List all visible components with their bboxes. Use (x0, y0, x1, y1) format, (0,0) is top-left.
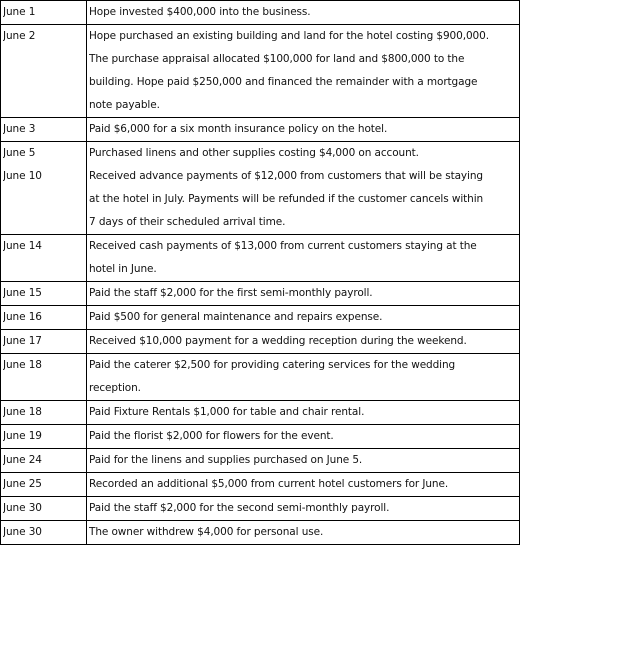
description-cell (87, 449, 520, 473)
date-cell (1, 425, 87, 449)
date-cell (1, 282, 87, 306)
description-cell (87, 497, 520, 521)
date-text: June 16 (3, 311, 42, 323)
date-text: June 18 (3, 359, 42, 371)
table-row (1, 497, 520, 521)
description-cell (87, 235, 520, 282)
description-line: Paid for the linens and supplies purchased on June 5. (89, 454, 363, 466)
table-row (1, 449, 520, 473)
table-row (1, 235, 520, 282)
description-line: reception. (89, 382, 141, 394)
description-line: Paid the staff $2,000 for the second semi-monthly payroll. (89, 502, 390, 514)
description-line: Purchased linens and other supplies costing $4,000 on account. (89, 147, 419, 159)
description-cell (87, 330, 520, 354)
date-cell (1, 521, 87, 545)
description-line: Paid $500 for general maintenance and repairs expense. (89, 311, 383, 323)
description-line: Paid Fixture Rentals $1,000 for table and chair rental. (89, 406, 365, 418)
date-text: June 3 (3, 123, 36, 135)
date-text: June 2 (3, 30, 36, 42)
description-line: Paid the caterer $2,500 for providing catering services for the wedding (89, 359, 456, 371)
description-line: Received cash payments of $13,000 from current customers staying at the (89, 240, 477, 252)
description-line: The purchase appraisal allocated $100,000 for land and $800,000 to the (89, 53, 465, 65)
date-text: June 24 (3, 454, 42, 466)
description-line: Hope purchased an existing building and land for the hotel costing $900,000. (89, 30, 489, 42)
table-row (1, 330, 520, 354)
description-cell (87, 1, 520, 25)
table-row (1, 401, 520, 425)
table-row (1, 521, 520, 545)
date-cell (1, 118, 87, 142)
date-cell (1, 354, 87, 401)
date-cell (1, 25, 87, 118)
table-row (1, 282, 520, 306)
date-cell (1, 330, 87, 354)
description-cell (87, 306, 520, 330)
description-cell (87, 25, 520, 118)
table-row (1, 142, 520, 166)
date-cell (1, 497, 87, 521)
description-line: The owner withdrew $4,000 for personal use. (89, 526, 324, 538)
description-line: Received advance payments of $12,000 from customers that will be staying (89, 170, 483, 182)
description-line: note payable. (89, 99, 160, 111)
date-cell (1, 473, 87, 497)
date-cell (1, 401, 87, 425)
description-cell (87, 401, 520, 425)
description-line: 7 days of their scheduled arrival time. (89, 216, 286, 228)
description-line: building. Hope paid $250,000 and financed the remainder with a mortgage (89, 76, 478, 88)
table-row (1, 425, 520, 449)
description-line: Paid the staff $2,000 for the first semi-monthly payroll. (89, 287, 373, 299)
description-line: Hope invested $400,000 into the business. (89, 6, 311, 18)
date-text: June 1 (3, 6, 36, 18)
description-cell (87, 473, 520, 497)
description-line: Paid $6,000 for a six month insurance policy on the hotel. (89, 123, 388, 135)
description-line: at the hotel in July. Payments will be refunded if the customer cancels within (89, 193, 484, 205)
description-cell (87, 282, 520, 306)
table-row (1, 118, 520, 142)
description-line: Paid the florist $2,000 for flowers for the event. (89, 430, 334, 442)
date-cell (1, 235, 87, 282)
table-row (1, 473, 520, 497)
table-row (1, 25, 520, 118)
date-cell (1, 142, 87, 166)
date-text: June 5 (3, 147, 36, 159)
description-cell (87, 521, 520, 545)
date-text: June 18 (3, 406, 42, 418)
date-text: June 10 (3, 170, 42, 182)
date-text: June 17 (3, 335, 42, 347)
date-cell (1, 449, 87, 473)
table-row (1, 1, 520, 25)
date-text: June 30 (3, 502, 42, 514)
description-cell (87, 354, 520, 401)
date-text: June 14 (3, 240, 42, 252)
description-cell (87, 142, 520, 166)
description-cell (87, 165, 520, 235)
description-line: Recorded an additional $5,000 from current hotel customers for June. (89, 478, 449, 490)
date-text: June 25 (3, 478, 42, 490)
description-line: Received $10,000 payment for a wedding reception during the weekend. (89, 335, 467, 347)
date-text: June 19 (3, 430, 42, 442)
description-cell (87, 425, 520, 449)
date-text: June 30 (3, 526, 42, 538)
table-row (1, 165, 520, 235)
date-cell (1, 165, 87, 235)
date-cell (1, 1, 87, 25)
date-text: June 15 (3, 287, 42, 299)
table-row (1, 354, 520, 401)
table-row (1, 306, 520, 330)
date-cell (1, 306, 87, 330)
description-cell (87, 118, 520, 142)
description-line: hotel in June. (89, 263, 157, 275)
